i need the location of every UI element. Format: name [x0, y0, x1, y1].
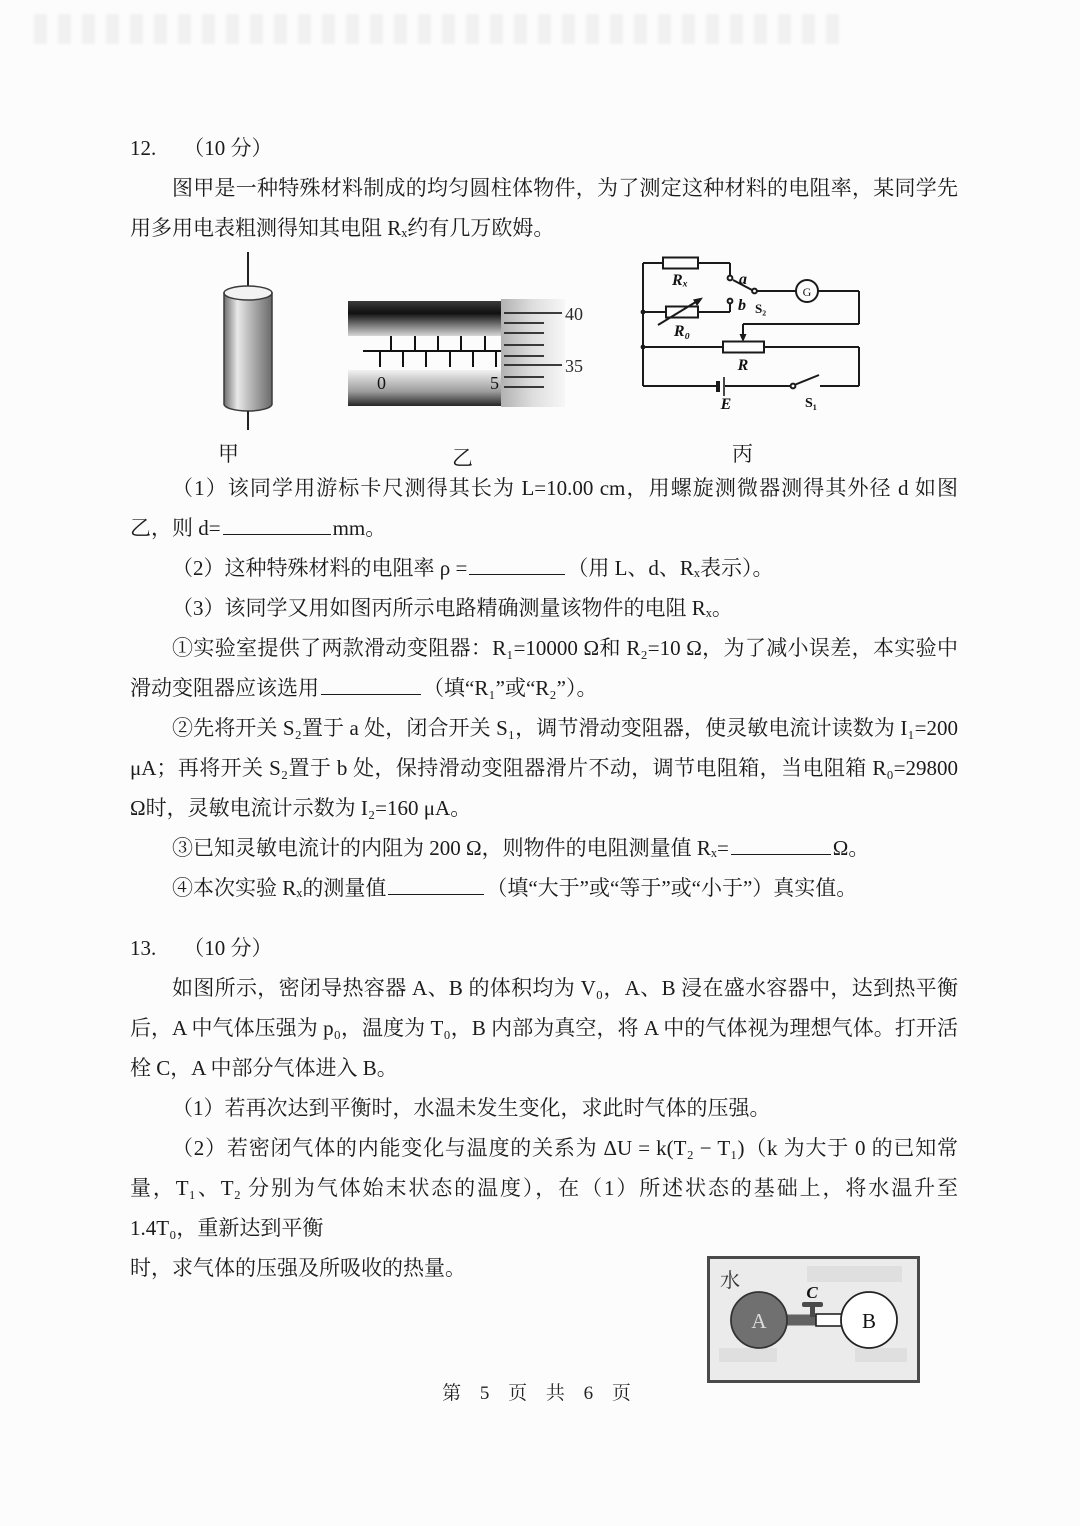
figure-circuit — [630, 248, 870, 453]
q12-step4 — [130, 868, 958, 908]
label-e: E — [720, 396, 732, 413]
q12-step3-unit: Ω。 — [832, 836, 870, 860]
thimble-scale-40: 40 — [565, 304, 583, 324]
label-r: R — [737, 357, 749, 374]
figure-yi-label: 乙 — [452, 446, 473, 470]
q13-part2: （2）若密闭气体的内能变化与温度的关系为 ΔU = k(T₂ − T₁)（k 为大于 0 的已知常量，T₁、T₂ 分别为气体始末状态的温度），在（1）所述状态的基础上，将水温升至 1.4T₀，重新达到平衡 — [130, 1136, 958, 1240]
figure-vessels — [707, 1256, 920, 1396]
q12-part2-text: （2）这种特殊材料的电阻率 ρ = — [172, 556, 468, 580]
vessels-drawing — [707, 1256, 920, 1383]
q12-step1-note: （填“R₁”或“R₂”）。 — [423, 676, 598, 700]
q12-step4-note: （填“大于”或“等于”或“小于”）真实值。 — [486, 876, 858, 900]
label-galvanometer: G — [802, 285, 812, 299]
label-contact-b: b — [738, 297, 746, 314]
answer-blank-d — [223, 531, 331, 535]
scan-bleed-artifact — [34, 14, 850, 44]
figure-row — [130, 248, 958, 470]
water-label: 水 — [720, 1270, 740, 1292]
q12-step4-text: ④本次实验 Rₓ的测量值 — [172, 876, 387, 900]
label-s1: S₁ — [805, 396, 817, 411]
label-s2: S₂ — [755, 301, 767, 316]
main-scale — [363, 336, 501, 367]
cylinder-body — [224, 293, 272, 411]
main-scale-5: 5 — [490, 373, 499, 393]
question-13-number: 13. — [130, 936, 157, 960]
answer-blank-rho — [469, 571, 565, 575]
figure-cylinder — [202, 252, 294, 443]
sleeve-lower-band — [348, 370, 501, 406]
r0-arrowhead — [693, 298, 703, 307]
question-12-intro: 图甲是一种特殊材料制成的均匀圆柱体物件，为了测定这种材料的电阻率，某同学先用多用电表粗测得知其电阻 Rₓ约有几万欧姆。 — [130, 176, 958, 240]
question-13-block — [130, 928, 958, 1396]
valve-label: C — [806, 1283, 818, 1302]
vessel-b-label: B — [861, 1309, 877, 1333]
micrometer-drawing — [348, 296, 593, 412]
q12-part1-unit: mm。 — [332, 516, 387, 540]
thimble-body — [501, 299, 565, 407]
page-content — [130, 128, 958, 1396]
figure-bing-label: 丙 — [732, 442, 753, 466]
question-13-score: （10 分） — [183, 936, 273, 960]
vessel-a-label: A — [751, 1309, 767, 1333]
main-scale-0: 0 — [377, 373, 386, 393]
page-footer: 第 5 页 共 6 页 — [442, 1383, 638, 1404]
q13-part2-continued: 时，求气体的压强及所吸收的热量。 — [130, 1256, 466, 1280]
question-13-heading — [130, 928, 958, 968]
q12-part1 — [130, 468, 958, 548]
cylinder-top-face — [224, 286, 272, 300]
q12-step1-text: ①实验室提供了两款滑动变阻器：R₁=10000 Ω和 R₂=10 Ω，为了减小误差，本实验中滑动变阻器应该选用 — [130, 636, 958, 700]
answer-blank-rheostat — [321, 691, 421, 695]
q12-part1-text: （1）该同学用游标卡尺测得其长为 L=10.00 cm，用螺旋测微器测得其外径 d 如图乙，则 d= — [130, 476, 958, 540]
tank-bleed-artifact — [807, 1266, 902, 1282]
q12-part2-note: （用 L、d、Rₓ表示）。 — [567, 556, 774, 580]
figure-jia-label: 甲 — [218, 442, 239, 466]
answer-blank-compare — [388, 891, 484, 895]
figure-micrometer — [348, 296, 593, 425]
q12-step2: ②先将开关 S₂置于 a 处，闭合开关 S₁，调节滑动变阻器，使灵敏电流计读数为 I₁=200 μA；再将开关 S₂置于 b 处，保持滑动变阻器滑片不动，调节电阻箱，当电阻箱 R₀=29800 Ω时，灵敏电流计示数为 I₂=160 μA。 — [130, 716, 958, 820]
question-12-score: （10 分） — [183, 136, 273, 160]
question-12-number: 12. — [130, 136, 157, 160]
q12-part2 — [130, 548, 958, 588]
q12-part3: （3）该同学又用如图丙所示电路精确测量该物件的电阻 Rₓ。 — [172, 596, 733, 620]
valve-handle — [802, 1302, 823, 1307]
thimble-scale-35: 35 — [565, 356, 583, 376]
q12-step3-text: ③已知灵敏电流计的内阻为 200 Ω，则物件的电阻测量值 Rₓ= — [172, 836, 729, 860]
tank-bleed-artifact — [719, 1348, 777, 1362]
cylinder-drawing — [202, 252, 294, 430]
sleeve-upper-band — [348, 301, 501, 336]
answer-blank-rx-value — [731, 851, 831, 855]
label-contact-a: a — [739, 271, 747, 288]
question-12-heading — [130, 128, 958, 168]
valve-stem — [810, 1307, 815, 1317]
question-13-intro: 如图所示，密闭导热容器 A、B 的体积均为 V₀，A、B 浸在盛水容器中，达到热平衡后，A 中气体压强为 p₀，温度为 T₀，B 内部为真空，将 A 中的气体视为理想气体。打开活栓 C，A 中部分气体进入 B。 — [130, 976, 958, 1080]
label-r0: R₀ — [673, 323, 691, 340]
q13-part1: （1）若再次达到平衡时，水温未发生变化，求此时气体的压强。 — [172, 1096, 771, 1120]
label-rx: Rₓ — [671, 272, 689, 289]
circuit-drawing — [630, 248, 870, 440]
q12-step3 — [130, 828, 958, 868]
q12-step1 — [130, 628, 958, 708]
tank-bleed-artifact — [855, 1348, 907, 1362]
q13-bottom-row — [130, 1248, 958, 1396]
